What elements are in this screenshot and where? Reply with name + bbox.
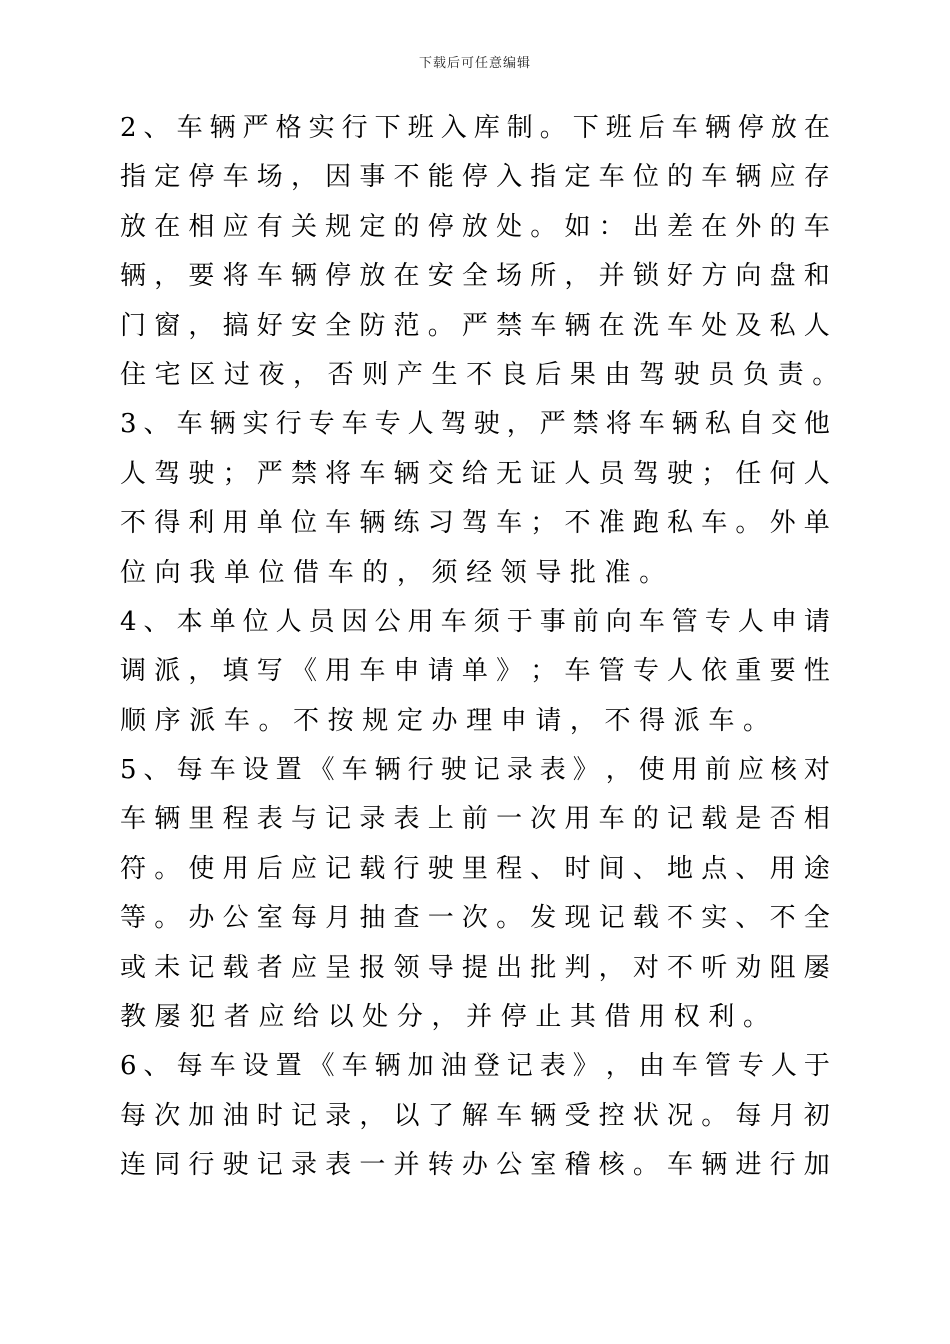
text-line: 住 宅 区 过 夜 ， 否 则 产 生 不 良 后 果 由 驾 驶 员 负 责 。 [120,359,839,390]
text-line: 顺 序 派 车 。 不 按 规 定 办 理 申 请 ， 不 得 派 车 。 [120,705,769,736]
text-line: 人 驾 驶 ； 严 禁 将 车 辆 交 给 无 证 人 员 驾 驶 ； 任 何 人 [120,458,830,489]
text-line: 5 、 每 车 设 置 《 车 辆 行 驶 记 录 表 》 ， 使 用 前 应 核 对 [120,755,830,786]
text-line: 每 次 加 油 时 记 录 ， 以 了 解 车 辆 受 控 状 况 。 每 月 初 [120,1100,830,1131]
text-line: 等 。 办 公 室 每 月 抽 查 一 次 。 发 现 记 载 不 实 、 不 全 [120,903,830,934]
text-line: 辆 ， 要 将 车 辆 停 放 在 安 全 场 所 ， 并 锁 好 方 向 盘 和 [120,261,830,292]
text-line: 指 定 停 车 场 ， 因 事 不 能 停 入 指 定 车 位 的 车 辆 应 存 [120,162,830,193]
text-line: 2 、 车 辆 严 格 实 行 下 班 入 库 制 。 下 班 后 车 辆 停 放 在 [120,113,830,143]
text-line: 不 得 利 用 单 位 车 辆 练 习 驾 车 ； 不 准 跑 私 车 。 外 单 [120,508,830,539]
text-line: 车 辆 里 程 表 与 记 录 表 上 前 一 次 用 车 的 记 载 是 否 相 [120,804,830,835]
text-line: 连 同 行 驶 记 录 表 一 并 转 办 公 室 稽 核 。 车 辆 进 行 加 [120,1150,830,1181]
text-line: 调 派 ， 填 写 《 用 车 申 请 单 》 ； 车 管 专 人 依 重 要 性 [120,656,830,687]
text-line: 位 向 我 单 位 借 车 的 ， 须 经 领 导 批 准 。 [120,557,666,588]
text-line: 符 。 使 用 后 应 记 载 行 驶 里 程 、 时 间 、 地 点 、 用 途 [120,853,830,884]
text-line: 4 、 本 单 位 人 员 因 公 用 车 须 于 事 前 向 车 管 专 人 申 请 [120,606,830,637]
text-line: 6 、 每 车 设 置 《 车 辆 加 油 登 记 表 》 ， 由 车 管 专 人 于 [120,1051,830,1082]
page-header: 下载后可任意编辑 [418,56,531,71]
document-body [120,104,839,1191]
text-line: 门 窗 ， 搞 好 安 全 防 范 。 严 禁 车 辆 在 洗 车 处 及 私 人 [120,310,830,341]
text-line: 或 未 记 载 者 应 呈 报 领 导 提 出 批 判 ， 对 不 听 劝 阻 屡 [120,952,830,983]
text-line: 放 在 相 应 有 关 规 定 的 停 放 处 。 如 ： 出 差 在 外 的 车 [120,211,830,242]
text-line: 3 、 车 辆 实 行 专 车 专 人 驾 驶 ， 严 禁 将 车 辆 私 自 交 他 [120,409,830,440]
text-line: 教 屡 犯 者 应 给 以 处 分 ， 并 停 止 其 借 用 权 利 。 [120,1002,769,1033]
